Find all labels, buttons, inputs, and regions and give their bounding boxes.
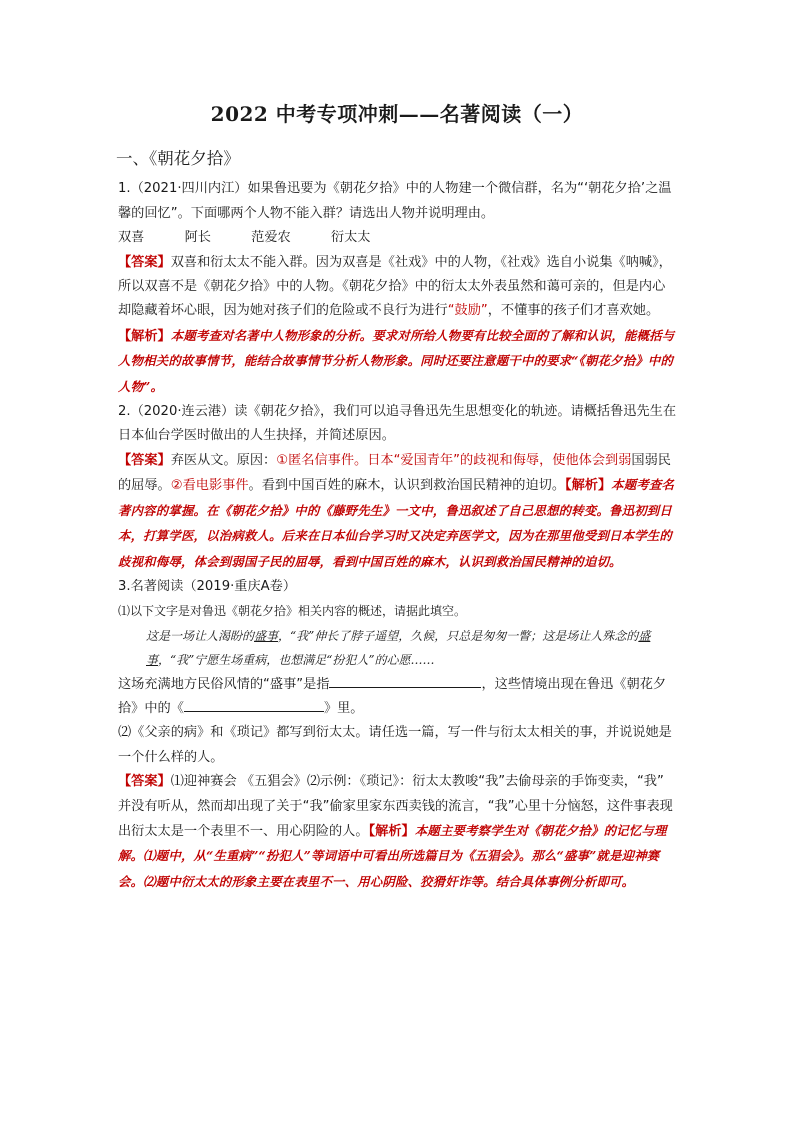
option-item: 阿长 — [184, 230, 211, 246]
question-3-quote — [118, 624, 678, 673]
option-item: 双喜 — [118, 230, 145, 246]
question-3-sub2: ⑵《父亲的病》和《琐记》都写到衍太太。请任选一篇，写一件与衍太太相关的事，并说说她是一个什么样的人。 — [118, 725, 672, 765]
answer-text: 弃医从文。原因： — [170, 452, 277, 468]
question-3-sub1: ⑴以下文字是对鲁迅《朝花夕拾》相关内容的概述，请据此填空。 — [118, 604, 467, 619]
fill-text: 这场充满地方民俗风情的“盛事”是指 — [118, 676, 330, 692]
fill-blank[interactable] — [329, 673, 481, 688]
analysis-label: 【解析】 — [368, 823, 415, 839]
answer-text: ⑴迎神赛会 《五猖会》⑵示例：《琐记》：衍太太教唆“我”去偷母亲的手饰变卖，“我” 并没有听从，然而却出现了关于“我”偷家里家东西卖钱的流言，“我”心里十分恼怒，这件事表现出衍太太是一个表里不一、用心阴险的人。 — [118, 774, 673, 839]
quote-text: ，“我”伸长了脖子遥望，久候，只总是匆匆一瞥；这是场让人殊念的 — [278, 628, 639, 643]
quote-text: ，“我”宁愿生场重病，也想满足“扮犯人”的心愿…… — [158, 653, 435, 668]
page-title: 2022 中考专项冲刺——名著阅读（一） — [210, 102, 584, 126]
quote-underlined: 盛事 — [254, 628, 279, 643]
option-item: 范爱农 — [251, 230, 291, 246]
analysis-text: 本题考查对名著中人物形象的分析。要求对所给人物要有比较全面的了解和认识，能概括与人物相关的故事情节，能结合故事情节分析人物形象。同时还要注意题干中的要求“《朝花夕拾》中的人物”。 — [118, 327, 675, 394]
fill-text: ，这些情境出现在鲁迅《朝花夕拾》中的《 — [118, 676, 667, 716]
fill-blank[interactable] — [184, 697, 324, 712]
question-2-stem: 2.（2020·连云港）读《朝花夕拾》，我们可以追寻鲁迅先生思想变化的轨迹。请概括鲁迅先生在日本仙台学医时做出的人生抉择，并简述原因。 — [118, 404, 677, 444]
answer-label: 【答案】 — [118, 452, 171, 468]
question-1-answer — [118, 251, 678, 400]
answer-text: ，不懂事的孩子们才喜欢她。 — [487, 303, 660, 319]
quote-text: 这是一场让人渴盼的 — [146, 628, 255, 643]
answer-highlight: ②看电影事件 — [170, 478, 249, 494]
question-2-answer — [118, 449, 678, 575]
fill-text: 》里。 — [323, 700, 364, 716]
answer-highlight: ①匿名信事件。日本“爱国青年”的歧视和侮辱，使他体会到弱 — [276, 452, 632, 468]
answer-text: 双喜和衍太太不能入群。因为双喜是《社戏》中的人物，《社戏》选自小说集《呐喊》，所以双喜不是《朝花夕拾》中的人物。《朝花夕拾》中的衍太太外表虽然和蔼可亲的，但是内心却隐藏着坏心眼，因为她对孩子们的危险或不良行为进行 — [118, 254, 672, 319]
quote-underlined: 盛事 — [146, 628, 651, 668]
question-3-answer — [118, 770, 678, 895]
answer-label: 【答案】 — [118, 774, 171, 790]
answer-quote: “鼓励” — [447, 303, 488, 319]
analysis-text: 本题考查名著内容的掌握。在《朝花夕拾》中的《藤野先生》一文中，鲁迅叙述了自己思想的转变。鲁迅初到日本，打算学医，以治病救人。后来在日本仙台学习时又决定弃医学文，因为在那里他受到日本学生的歧视和侮辱，体会到弱国子民的屈辱，看到中国百姓的麻木，认识到救治国民精神的迫切。 — [118, 477, 675, 569]
analysis-label: 【解析】 — [565, 478, 612, 494]
question-3-stem: 3.名著阅读（2019·重庆A卷） — [118, 578, 297, 594]
analysis-label: 【解析】 — [118, 328, 171, 344]
question-3-fill — [118, 673, 678, 722]
question-1-stem: 1.（2021·四川内江）如果鲁迅要为《朝花夕拾》中的人物建一个微信群，名为“‘朝花夕拾’之温馨的回忆”。下面哪两个人物不能入群？请选出人物并说明理由。 — [118, 181, 672, 221]
document-body — [118, 147, 678, 895]
option-item: 衍太太 — [330, 230, 371, 246]
answer-text: 国弱民的屈辱。 — [118, 452, 671, 494]
section-heading: 一、《朝花夕拾》 — [116, 149, 240, 168]
answer-text: 。看到中国百姓的麻木，认识到救治国民精神的迫切。 — [248, 478, 566, 494]
question-1-options — [118, 226, 678, 250]
analysis-text: 本题主要考察学生对《朝花夕拾》的记忆与理解。⑴题中，从“生重病”“扮犯人”等词语中可看出所选篇目为《五猖会》。那么“盛事”就是迎神赛会。⑵题中衍太太的形象主要在表里不一、用心阴险、狡猾奸诈等。结合具体事例分析即可。 — [118, 822, 667, 889]
answer-label: 【答案】 — [118, 254, 171, 270]
